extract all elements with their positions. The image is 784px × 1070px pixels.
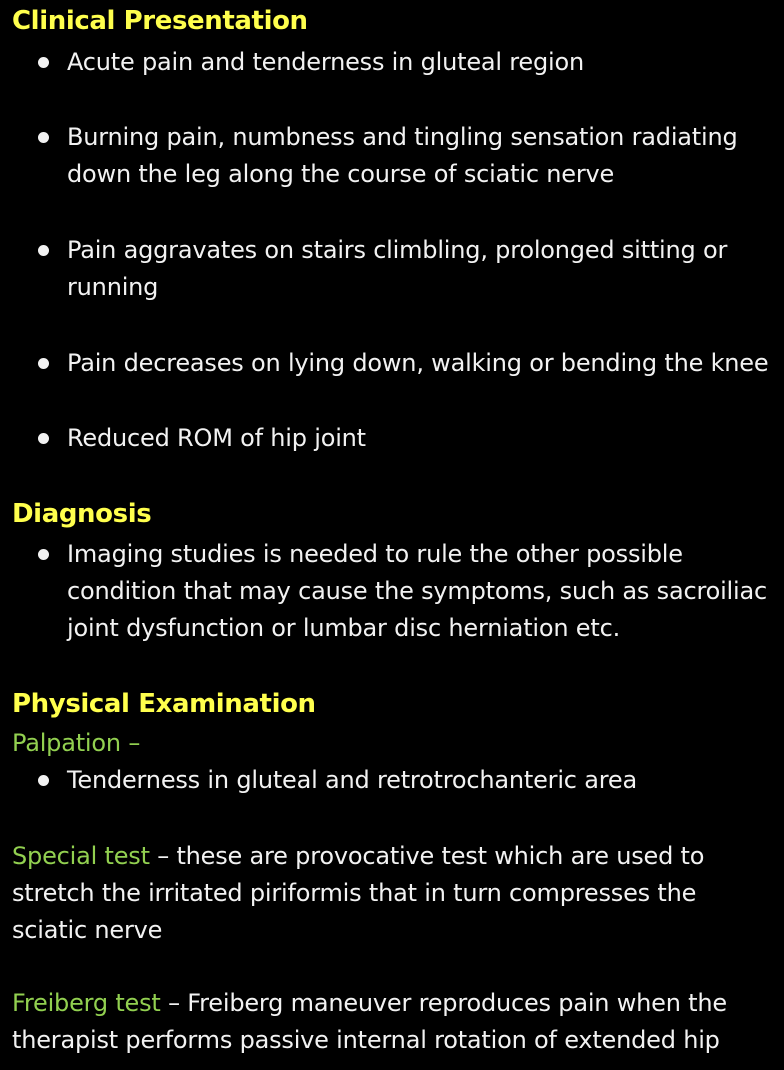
freiberg-test-line-2: therapist performs passive internal rotation of extended hip: [12, 1026, 720, 1054]
special-test-label: Special test: [12, 842, 150, 870]
bullet-text: Tenderness in gluteal and retrotrochanteric area: [67, 766, 637, 794]
bullet-icon: [38, 433, 49, 444]
bullet-text: Pain aggravates on stairs climbling, prolonged sitting or running: [67, 236, 728, 301]
bullet-text: Imaging studies is needed to rule the other possible condition that may cause the symptoms, such as sacroiliac joint dysfunction or lumbar disc herniation etc.: [67, 540, 767, 642]
clinical-presentation-heading: Clinical Presentation: [12, 6, 308, 36]
physical-examination-heading: Physical Examination: [12, 689, 316, 719]
bullet-icon: [38, 549, 49, 560]
special-test-line-1: Special test – these are provocative test which are used to: [12, 842, 705, 870]
bullet-text: Reduced ROM of hip joint: [67, 424, 366, 452]
bullet-text: Pain decreases on lying down, walking or bending the knee: [67, 349, 769, 377]
bullet-text: Acute pain and tenderness in gluteal region: [67, 48, 584, 76]
bullet-text: Burning pain, numbness and tingling sensation radiating down the leg along the course of sciatic nerve: [67, 123, 738, 188]
bullet-icon: [38, 57, 49, 68]
bullet-icon: [38, 358, 49, 369]
special-test-line-2: stretch the irritated piriformis that in turn compresses the: [12, 879, 697, 907]
bullet-icon: [38, 775, 49, 786]
bullet-icon: [38, 132, 49, 143]
bullet-icon: [38, 245, 49, 256]
freiberg-test-label: Freiberg test: [12, 989, 161, 1017]
palpation-label: Palpation –: [12, 729, 141, 757]
freiberg-test-line-1: Freiberg test – Freiberg maneuver reproduces pain when the: [12, 989, 727, 1017]
diagnosis-heading: Diagnosis: [12, 499, 152, 529]
special-test-line-3: sciatic nerve: [12, 916, 163, 944]
